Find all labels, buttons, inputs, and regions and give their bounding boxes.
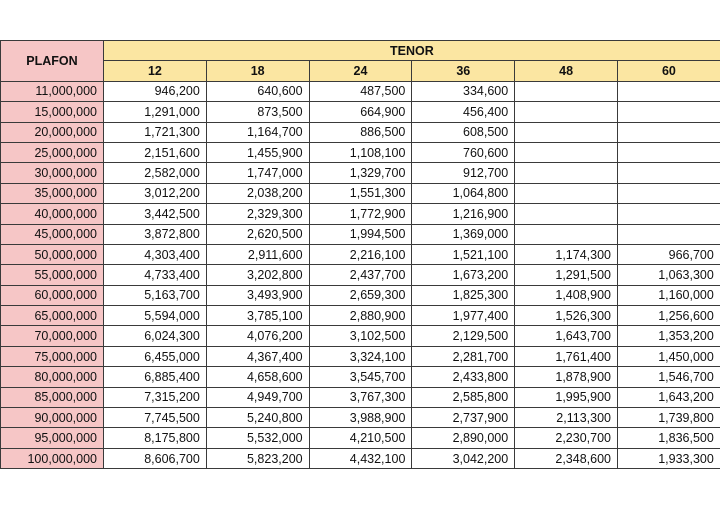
installment-cell xyxy=(515,224,618,244)
installment-cell: 608,500 xyxy=(412,122,515,142)
installment-cell: 1,546,700 xyxy=(617,367,720,387)
installment-cell xyxy=(617,183,720,203)
tenor-header: TENOR xyxy=(104,41,720,61)
installment-cell xyxy=(515,81,618,101)
installment-cell: 2,890,000 xyxy=(412,428,515,448)
table-row xyxy=(1,102,720,122)
installment-cell: 4,658,600 xyxy=(206,367,309,387)
installment-cell: 1,739,800 xyxy=(617,408,720,428)
installment-cell: 6,024,300 xyxy=(104,326,207,346)
installment-cell: 2,348,600 xyxy=(515,448,618,468)
installment-cell: 1,933,300 xyxy=(617,448,720,468)
installment-cell xyxy=(515,204,618,224)
header-row-tenor xyxy=(1,41,720,61)
installment-cell xyxy=(617,142,720,162)
table-row xyxy=(1,448,720,468)
installment-cell: 1,995,900 xyxy=(515,387,618,407)
plafon-cell: 50,000,000 xyxy=(1,244,104,264)
plafon-cell: 100,000,000 xyxy=(1,448,104,468)
installment-cell: 3,988,900 xyxy=(309,408,412,428)
installment-cell: 1,064,800 xyxy=(412,183,515,203)
installment-cell: 966,700 xyxy=(617,244,720,264)
installment-cell: 487,500 xyxy=(309,81,412,101)
installment-cell: 912,700 xyxy=(412,163,515,183)
installment-cell: 3,102,500 xyxy=(309,326,412,346)
table-row xyxy=(1,346,720,366)
installment-cell: 2,437,700 xyxy=(309,265,412,285)
installment-cell: 4,076,200 xyxy=(206,326,309,346)
installment-cell: 3,785,100 xyxy=(206,306,309,326)
header-row-tenor-months xyxy=(1,61,720,81)
installment-cell: 7,315,200 xyxy=(104,387,207,407)
installment-cell: 1,291,000 xyxy=(104,102,207,122)
installment-cell: 6,455,000 xyxy=(104,346,207,366)
installment-cell: 1,721,300 xyxy=(104,122,207,142)
installment-cell: 7,745,500 xyxy=(104,408,207,428)
installment-cell: 1,450,000 xyxy=(617,346,720,366)
installment-cell: 2,585,800 xyxy=(412,387,515,407)
plafon-cell: 95,000,000 xyxy=(1,428,104,448)
installment-cell: 1,673,200 xyxy=(412,265,515,285)
tenor-col-36: 36 xyxy=(412,61,515,81)
installment-cell: 8,606,700 xyxy=(104,448,207,468)
installment-cell: 1,353,200 xyxy=(617,326,720,346)
installment-cell: 3,012,200 xyxy=(104,183,207,203)
tenor-col-48: 48 xyxy=(515,61,618,81)
installment-cell: 1,551,300 xyxy=(309,183,412,203)
installment-cell: 1,747,000 xyxy=(206,163,309,183)
installment-cell: 4,367,400 xyxy=(206,346,309,366)
plafon-cell: 85,000,000 xyxy=(1,387,104,407)
plafon-cell: 25,000,000 xyxy=(1,142,104,162)
installment-cell: 1,216,900 xyxy=(412,204,515,224)
installment-cell: 3,042,200 xyxy=(412,448,515,468)
installment-cell: 2,582,000 xyxy=(104,163,207,183)
table-header xyxy=(1,41,720,82)
installment-cell: 2,620,500 xyxy=(206,224,309,244)
installment-cell: 2,113,300 xyxy=(515,408,618,428)
installment-cell: 1,994,500 xyxy=(309,224,412,244)
installment-cell: 1,455,900 xyxy=(206,142,309,162)
installment-cell: 1,063,300 xyxy=(617,265,720,285)
plafon-cell: 70,000,000 xyxy=(1,326,104,346)
installment-cell: 1,761,400 xyxy=(515,346,618,366)
installment-cell: 946,200 xyxy=(104,81,207,101)
installment-cell: 3,324,100 xyxy=(309,346,412,366)
installment-cell: 5,532,000 xyxy=(206,428,309,448)
tenor-col-18: 18 xyxy=(206,61,309,81)
installment-cell: 1,878,900 xyxy=(515,367,618,387)
installment-cell: 1,174,300 xyxy=(515,244,618,264)
table-row xyxy=(1,122,720,142)
installment-cell xyxy=(617,122,720,142)
installment-cell: 2,038,200 xyxy=(206,183,309,203)
plafon-cell: 35,000,000 xyxy=(1,183,104,203)
loan-installment-table xyxy=(0,40,720,469)
installment-cell: 1,329,700 xyxy=(309,163,412,183)
plafon-cell: 11,000,000 xyxy=(1,81,104,101)
installment-cell: 3,767,300 xyxy=(309,387,412,407)
installment-cell: 2,433,800 xyxy=(412,367,515,387)
installment-cell: 8,175,800 xyxy=(104,428,207,448)
installment-cell: 1,160,000 xyxy=(617,285,720,305)
table-row xyxy=(1,387,720,407)
tenor-col-24: 24 xyxy=(309,61,412,81)
tenor-col-12: 12 xyxy=(104,61,207,81)
plafon-cell: 75,000,000 xyxy=(1,346,104,366)
table-row xyxy=(1,163,720,183)
table-row xyxy=(1,142,720,162)
installment-cell: 5,163,700 xyxy=(104,285,207,305)
table-row xyxy=(1,265,720,285)
installment-cell: 2,737,900 xyxy=(412,408,515,428)
installment-cell xyxy=(515,183,618,203)
installment-cell xyxy=(617,102,720,122)
installment-cell: 2,329,300 xyxy=(206,204,309,224)
table-row xyxy=(1,244,720,264)
installment-cell: 2,281,700 xyxy=(412,346,515,366)
installment-cell: 456,400 xyxy=(412,102,515,122)
installment-cell xyxy=(617,204,720,224)
plafon-cell: 30,000,000 xyxy=(1,163,104,183)
installment-cell: 1,643,700 xyxy=(515,326,618,346)
installment-cell: 1,977,400 xyxy=(412,306,515,326)
installment-cell: 3,202,800 xyxy=(206,265,309,285)
plafon-cell: 40,000,000 xyxy=(1,204,104,224)
installment-cell: 1,836,500 xyxy=(617,428,720,448)
installment-cell: 6,885,400 xyxy=(104,367,207,387)
installment-cell: 2,911,600 xyxy=(206,244,309,264)
table-row xyxy=(1,306,720,326)
plafon-cell: 90,000,000 xyxy=(1,408,104,428)
plafon-cell: 45,000,000 xyxy=(1,224,104,244)
installment-cell xyxy=(617,81,720,101)
installment-cell: 1,369,000 xyxy=(412,224,515,244)
tenor-col-60: 60 xyxy=(617,61,720,81)
table-row xyxy=(1,204,720,224)
installment-cell xyxy=(515,102,618,122)
installment-cell: 1,291,500 xyxy=(515,265,618,285)
plafon-cell: 15,000,000 xyxy=(1,102,104,122)
installment-cell: 1,256,600 xyxy=(617,306,720,326)
loan-installment-table-container xyxy=(0,40,720,469)
plafon-cell: 55,000,000 xyxy=(1,265,104,285)
installment-cell xyxy=(515,122,618,142)
installment-cell: 2,129,500 xyxy=(412,326,515,346)
installment-cell: 640,600 xyxy=(206,81,309,101)
plafon-cell: 60,000,000 xyxy=(1,285,104,305)
installment-cell: 1,643,200 xyxy=(617,387,720,407)
installment-cell: 2,216,100 xyxy=(309,244,412,264)
installment-cell: 1,825,300 xyxy=(412,285,515,305)
installment-cell: 886,500 xyxy=(309,122,412,142)
installment-cell: 3,872,800 xyxy=(104,224,207,244)
installment-cell: 1,108,100 xyxy=(309,142,412,162)
installment-cell: 4,303,400 xyxy=(104,244,207,264)
installment-cell: 2,151,600 xyxy=(104,142,207,162)
plafon-cell: 80,000,000 xyxy=(1,367,104,387)
plafon-cell: 65,000,000 xyxy=(1,306,104,326)
installment-cell: 1,408,900 xyxy=(515,285,618,305)
installment-cell xyxy=(617,163,720,183)
table-row xyxy=(1,224,720,244)
installment-cell: 1,526,300 xyxy=(515,306,618,326)
table-body xyxy=(1,81,720,468)
installment-cell: 760,600 xyxy=(412,142,515,162)
installment-cell: 873,500 xyxy=(206,102,309,122)
installment-cell: 3,493,900 xyxy=(206,285,309,305)
installment-cell: 1,521,100 xyxy=(412,244,515,264)
installment-cell: 4,432,100 xyxy=(309,448,412,468)
installment-cell xyxy=(617,224,720,244)
table-row xyxy=(1,428,720,448)
installment-cell: 664,900 xyxy=(309,102,412,122)
installment-cell: 2,880,900 xyxy=(309,306,412,326)
plafon-cell: 20,000,000 xyxy=(1,122,104,142)
installment-cell: 2,230,700 xyxy=(515,428,618,448)
installment-cell: 4,733,400 xyxy=(104,265,207,285)
table-row xyxy=(1,183,720,203)
plafon-header: PLAFON xyxy=(1,41,104,82)
installment-cell: 1,164,700 xyxy=(206,122,309,142)
installment-cell: 3,442,500 xyxy=(104,204,207,224)
table-row xyxy=(1,367,720,387)
installment-cell: 4,949,700 xyxy=(206,387,309,407)
installment-cell xyxy=(515,163,618,183)
installment-cell: 5,594,000 xyxy=(104,306,207,326)
installment-cell: 3,545,700 xyxy=(309,367,412,387)
table-row xyxy=(1,408,720,428)
installment-cell: 334,600 xyxy=(412,81,515,101)
installment-cell: 5,240,800 xyxy=(206,408,309,428)
table-row xyxy=(1,285,720,305)
installment-cell xyxy=(515,142,618,162)
table-row xyxy=(1,326,720,346)
installment-cell: 2,659,300 xyxy=(309,285,412,305)
installment-cell: 1,772,900 xyxy=(309,204,412,224)
table-row xyxy=(1,81,720,101)
installment-cell: 5,823,200 xyxy=(206,448,309,468)
installment-cell: 4,210,500 xyxy=(309,428,412,448)
